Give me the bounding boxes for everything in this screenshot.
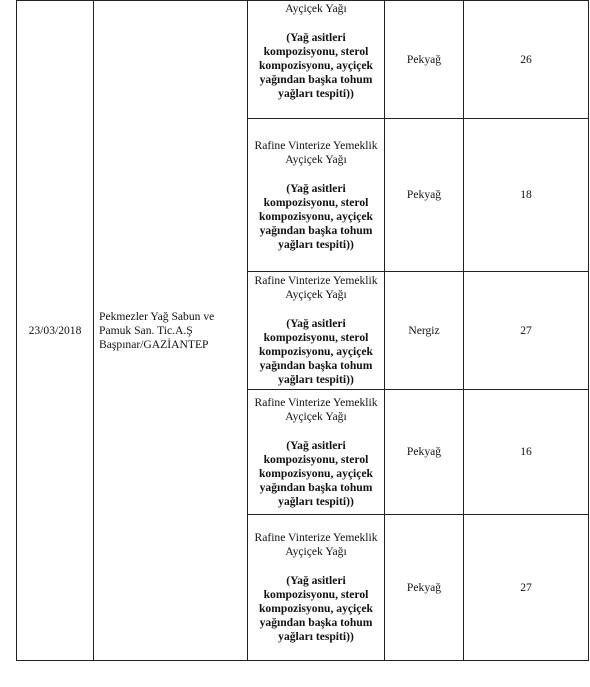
product-name: Rafine Vinterize Yemeklik Ayçiçek Yağı xyxy=(254,531,378,558)
date-cell xyxy=(17,1,94,661)
firm-text: Pekmezler Yağ Sabun ve Pamuk San. Tic.A.Ş Başpınar/GAZİANTEP xyxy=(99,309,215,351)
date-text: 23/03/2018 xyxy=(28,323,82,337)
brand-text: Pekyağ xyxy=(406,580,442,594)
product-cell xyxy=(248,1,385,119)
test-description: (Yağ asitleri kompozisyonu, sterol kompozisyonu, ayçiçek yağından başka tohum yağları tespiti)) xyxy=(258,438,373,508)
table-row xyxy=(17,1,589,119)
product-name: Rafine Vinterize Yemeklik Ayçiçek Yağı xyxy=(254,395,378,423)
product-cell xyxy=(248,390,385,515)
document-page xyxy=(16,0,582,660)
count-text: 16 xyxy=(520,445,532,458)
count-cell xyxy=(464,1,589,119)
product-name: Rafine Vinterize Yemeklik Ayçiçek Yağı xyxy=(254,138,378,166)
firm-cell xyxy=(94,1,248,661)
test-description: (Yağ asitleri kompozisyonu, sterol kompozisyonu, ayçiçek yağından başka tohum yağları tespiti)) xyxy=(258,317,373,386)
brand-text: Nergiz xyxy=(408,323,440,337)
brand-cell xyxy=(385,272,464,390)
brand-cell xyxy=(385,390,464,515)
count-text: 27 xyxy=(520,323,532,337)
brand-text: Pekyağ xyxy=(406,188,442,201)
test-description: (Yağ asitleri kompozisyonu, sterol kompozisyonu, ayçiçek yağından başka tohum yağları tespiti)) xyxy=(258,574,373,643)
product-cell xyxy=(248,119,385,272)
count-text: 18 xyxy=(520,188,532,201)
product-cell xyxy=(248,515,385,661)
brand-text: Pekyağ xyxy=(406,52,442,66)
count-cell xyxy=(464,515,589,661)
count-cell xyxy=(464,119,589,272)
test-description: (Yağ asitleri kompozisyonu, sterol kompozisyonu, ayçiçek yağından başka tohum yağları tespiti)) xyxy=(258,31,373,100)
product-cell xyxy=(248,272,385,390)
count-cell xyxy=(464,272,589,390)
results-table xyxy=(16,0,589,661)
product-name: Ayçiçek Yağı xyxy=(285,2,347,15)
brand-cell xyxy=(385,515,464,661)
count-text: 27 xyxy=(520,580,532,594)
count-cell xyxy=(464,390,589,515)
test-description: (Yağ asitleri kompozisyonu, sterol kompozisyonu, ayçiçek yağından başka tohum yağları tespiti)) xyxy=(258,181,373,251)
count-text: 26 xyxy=(520,52,532,66)
brand-cell xyxy=(385,119,464,272)
brand-text: Pekyağ xyxy=(406,445,442,458)
product-name: Rafine Vinterize Yemeklik Ayçiçek Yağı xyxy=(254,274,378,301)
brand-cell xyxy=(385,1,464,119)
